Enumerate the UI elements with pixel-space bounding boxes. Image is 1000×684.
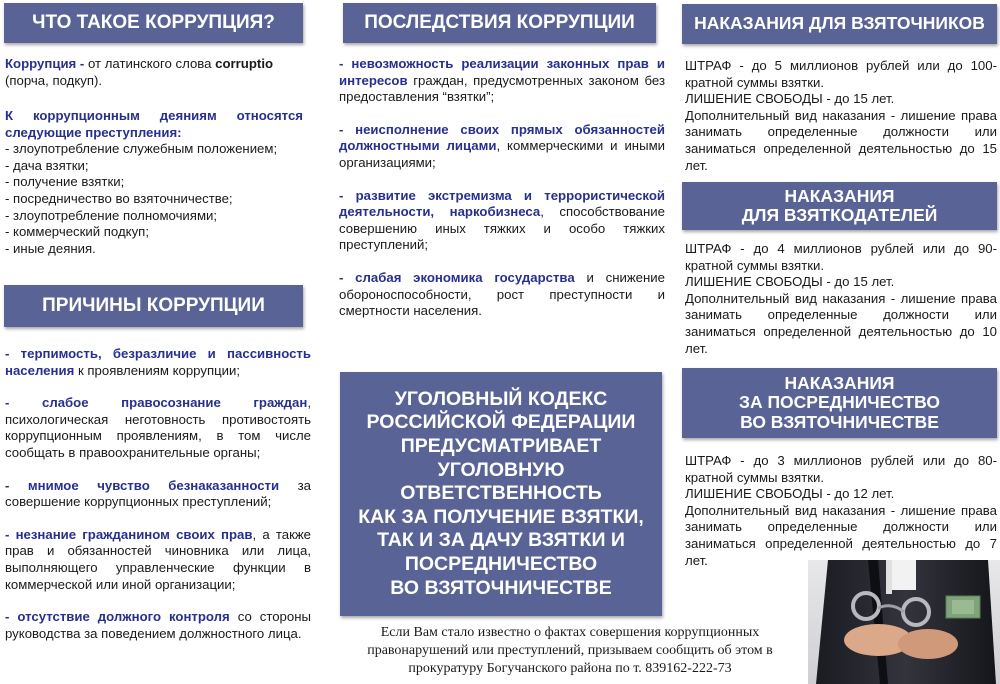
big-line: ТАК И ЗА ДАЧУ ВЗЯТКИ И <box>377 529 625 552</box>
deed-item: - злоупотребление полномочиями; <box>5 207 218 223</box>
big-line: РОССИЙСКОЙ ФЕДЕРАЦИИ <box>366 411 636 434</box>
deed-item: - дача взятки; <box>5 157 89 173</box>
heading-line: ЗА ПОСРЕДНИЧЕСТВО <box>739 392 940 413</box>
def-word: corruptio <box>215 56 274 71</box>
def-tail: (порча, подкуп). <box>5 72 103 88</box>
heading-bribe-takers: НАКАЗАНИЯ ДЛЯ ВЗЯТОЧНИКОВ <box>682 4 997 44</box>
report-footer <box>330 624 810 678</box>
corrupt-deeds <box>5 108 303 257</box>
deed-item: - иные деяния. <box>5 240 96 256</box>
big-line: ПРЕДУСМАТРИВАЕТ <box>400 435 602 458</box>
mediation-text <box>685 453 997 569</box>
cause-item: - незнание гражданином своих прав, а также прав и обязанностей чиновника или лица, выполняющего управленческие функции в коммерческой или иной организации; <box>5 526 311 592</box>
causes-list <box>5 346 311 642</box>
consequence-item: - слабая экономика государства и снижение обороноспособности, рост преступности и смертности населения. <box>339 269 665 319</box>
heading-line: НАКАЗАНИЯ <box>784 373 895 394</box>
corruption-definition <box>5 56 303 89</box>
penalty-line: ЛИШЕНИЕ СВОБОДЫ - до 15 лет. <box>685 91 895 107</box>
handcuffs-illustration <box>808 560 1000 684</box>
footer-line: Если Вам стало известно о фактах совершения коррупционных <box>380 625 760 640</box>
def-text: от латинского слова <box>84 56 216 71</box>
consequence-item: - развитие экстремизма и террористической деятельности, наркобизнеса, способствование совершению иных тяжких и особо тяжких преступлений; <box>339 187 665 253</box>
heading-line: НАКАЗАНИЯ <box>784 185 895 206</box>
footer-line: правонарушений или преступлений, призываем сообщить об этом в <box>367 643 773 658</box>
penalty-line: Дополнительный вид наказания - лишение права занимать определенные должности или заниматься определенной деятельностью до 10 лет. <box>685 290 997 356</box>
penalty-line: Дополнительный вид наказания - лишение права занимать определенные должности или заниматься определенной деятельностью до 15 лет. <box>685 107 997 173</box>
footer-line: прокуратуру Богучанского района по т. 839162-222-73 <box>408 661 732 676</box>
deed-item: - посредничество во взяточничестве; <box>5 190 233 206</box>
penalty-line: ЛИШЕНИЕ СВОБОДЫ - до 15 лет. <box>685 274 895 290</box>
heading-causes: ПРИЧИНЫ КОРРУПЦИИ <box>4 285 303 327</box>
def-term: Коррупция - <box>5 56 85 71</box>
handcuffs-photo <box>808 560 1000 684</box>
big-line: ОТВЕТСТВЕННОСТЬ <box>400 482 602 505</box>
heading-mediation <box>682 368 997 438</box>
cause-item: - мнимое чувство безнаказанности за совершение коррупционных преступлений; <box>5 477 311 510</box>
big-line: ВО ВЗЯТОЧНИЧЕСТВЕ <box>390 576 612 599</box>
deeds-heading: К коррупционным деяниям относятся следующие преступления: <box>5 108 303 140</box>
criminal-code-box <box>340 372 662 616</box>
bribe-takers-text <box>685 58 997 174</box>
deed-item: - коммерческий подкуп; <box>5 224 149 240</box>
consequence-item: - невозможность реализации законных прав и интересов граждан, предусмотренных законом без предоставления “взятки”; <box>339 56 665 105</box>
heading-line: ДЛЯ ВЗЯТКОДАТЕЛЕЙ <box>741 205 938 225</box>
big-line: УГОЛОВНЫЙ КОДЕКС <box>394 387 608 410</box>
big-line: УГОЛОВНУЮ <box>437 458 565 481</box>
penalty-line: ШТРАФ - до 4 миллионов рублей или до 90-кратной суммы взятки. <box>685 241 997 273</box>
heading-bribe-givers <box>682 182 997 230</box>
penalty-line: ШТРАФ - до 5 миллионов рублей или до 100-кратной суммы взятки. <box>685 58 997 90</box>
cause-item: - терпимость, безразличие и пассивность населения к проявлениям коррупции; <box>5 346 311 378</box>
cause-item: - слабое правосознание граждан, психологическая неготовность противостоять коррупционным проявлениям, в том числе сообщать в правоохранительные органы; <box>5 395 311 460</box>
deed-item: - получение взятки; <box>5 174 125 190</box>
bribe-givers-text <box>685 241 997 357</box>
penalty-line: ЛИШЕНИЕ СВОБОДЫ - до 12 лет. <box>685 486 895 502</box>
big-line: КАК ЗА ПОЛУЧЕНИЕ ВЗЯТКИ, <box>358 505 644 528</box>
penalty-line: Дополнительный вид наказания - лишение права занимать определенные должности или заниматься определенной деятельностью до 7 лет. <box>685 502 997 568</box>
consequence-item: - неисполнение своих прямых обязанностей должностными лицами, коммерческими и иными организациями; <box>339 121 665 170</box>
cause-item: - отсутствие должного контроля со стороны руководства за поведением должностного лица. <box>5 609 311 641</box>
heading-consequences: ПОСЛЕДСТВИЯ КОРРУПЦИИ <box>343 3 656 43</box>
penalty-line: ШТРАФ - до 3 миллионов рублей или до 80-кратной суммы взятки. <box>685 453 997 485</box>
heading-line: ВО ВЗЯТОЧНИЧЕСТВЕ <box>740 411 939 432</box>
heading-what-is-corruption: ЧТО ТАКОЕ КОРРУПЦИЯ? <box>4 3 303 43</box>
big-line: ПОСРЕДНИЧЕСТВО <box>404 552 598 575</box>
deed-item: - злоупотребление служебным положением; <box>5 141 278 157</box>
consequences-list <box>339 56 665 320</box>
